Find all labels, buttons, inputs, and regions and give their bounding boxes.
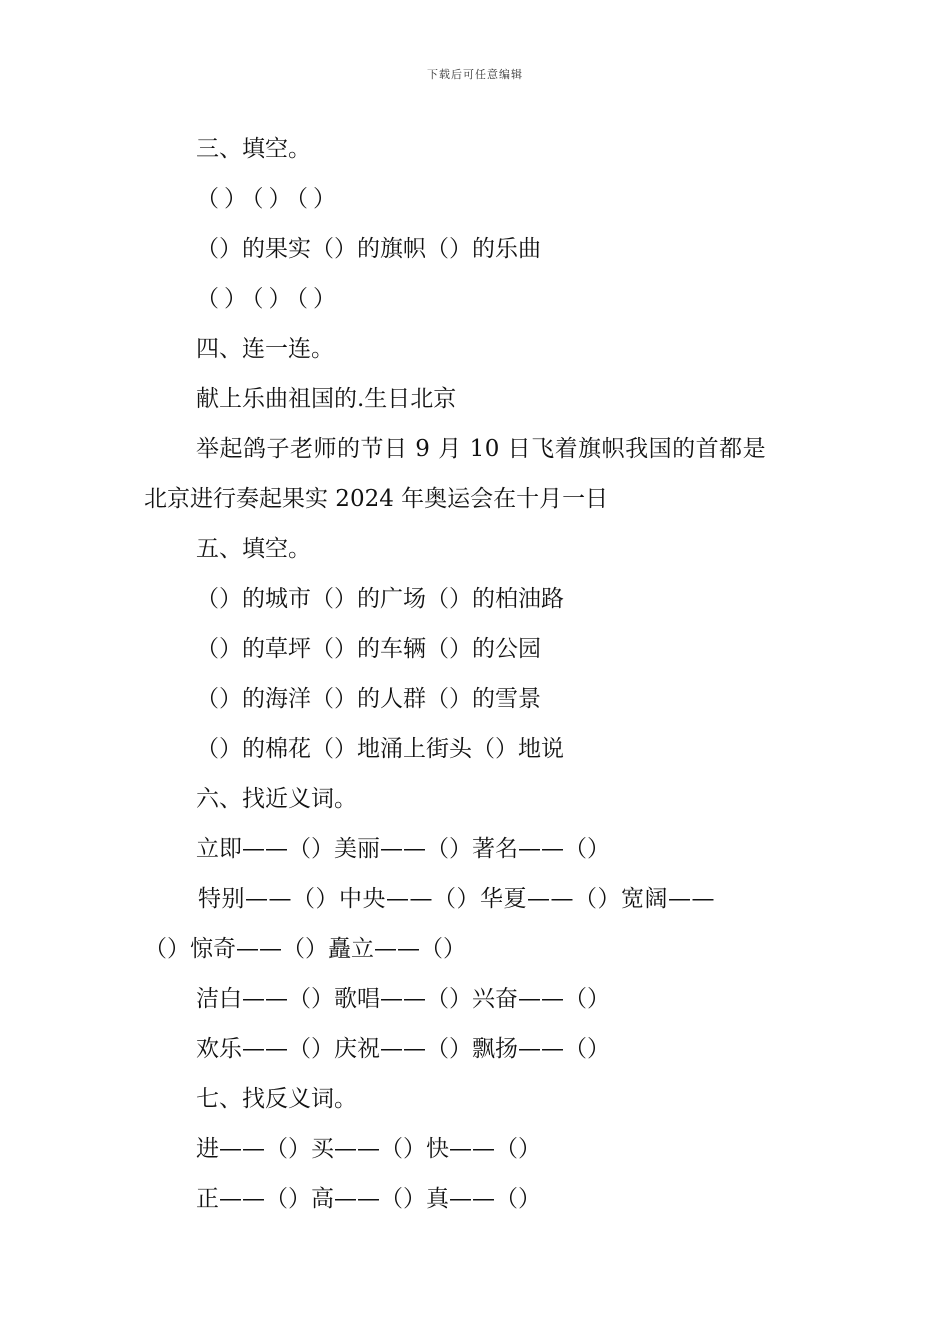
fill-blank-line: （）（）（） xyxy=(196,186,341,212)
fill-blank-line: （）的城市（）的广场（）的柏油路 xyxy=(196,586,564,612)
synonym-line: 特别——（）中央——（）华夏——（）宽阔—— xyxy=(198,886,715,912)
fill-blank-line: （）（）（） xyxy=(196,286,341,312)
synonym-line: 立即——（）美丽——（）著名——（） xyxy=(196,836,610,862)
synonym-line: 洁白——（）歌唱——（）兴奋——（） xyxy=(196,986,610,1012)
section-7-heading: 七、找反义词。 xyxy=(196,1086,357,1112)
section-3-heading: 三、填空。 xyxy=(196,136,311,162)
section-5-heading: 五、填空。 xyxy=(196,536,311,562)
matching-line: 北京进行奏起果实 2024 年奥运会在十月一日 xyxy=(144,486,609,512)
section-4-heading: 四、连一连。 xyxy=(196,336,334,362)
fill-blank-line: （）的海洋（）的人群（）的雪景 xyxy=(196,686,541,712)
section-6-heading: 六、找近义词。 xyxy=(196,786,357,812)
antonym-line: 正——（）高——（）真——（） xyxy=(196,1186,541,1212)
synonym-line: （）惊奇——（）矗立——（） xyxy=(144,936,466,962)
fill-blank-line: （）的棉花（）地涌上街头（）地说 xyxy=(196,736,564,762)
antonym-line: 进——（）买——（）快——（） xyxy=(196,1136,541,1162)
fill-blank-line: （）的草坪（）的车辆（）的公园 xyxy=(196,636,541,662)
page-header: 下载后可任意编辑 xyxy=(427,68,523,81)
matching-line: 献上乐曲祖国的.生日北京 xyxy=(196,386,457,412)
synonym-line: 欢乐——（）庆祝——（）飘扬——（） xyxy=(196,1036,610,1062)
fill-blank-line: （）的果实（）的旗帜（）的乐曲 xyxy=(196,236,541,262)
matching-line: 举起鸽子老师的节日 9 月 10 日飞着旗帜我国的首都是 xyxy=(196,436,767,462)
